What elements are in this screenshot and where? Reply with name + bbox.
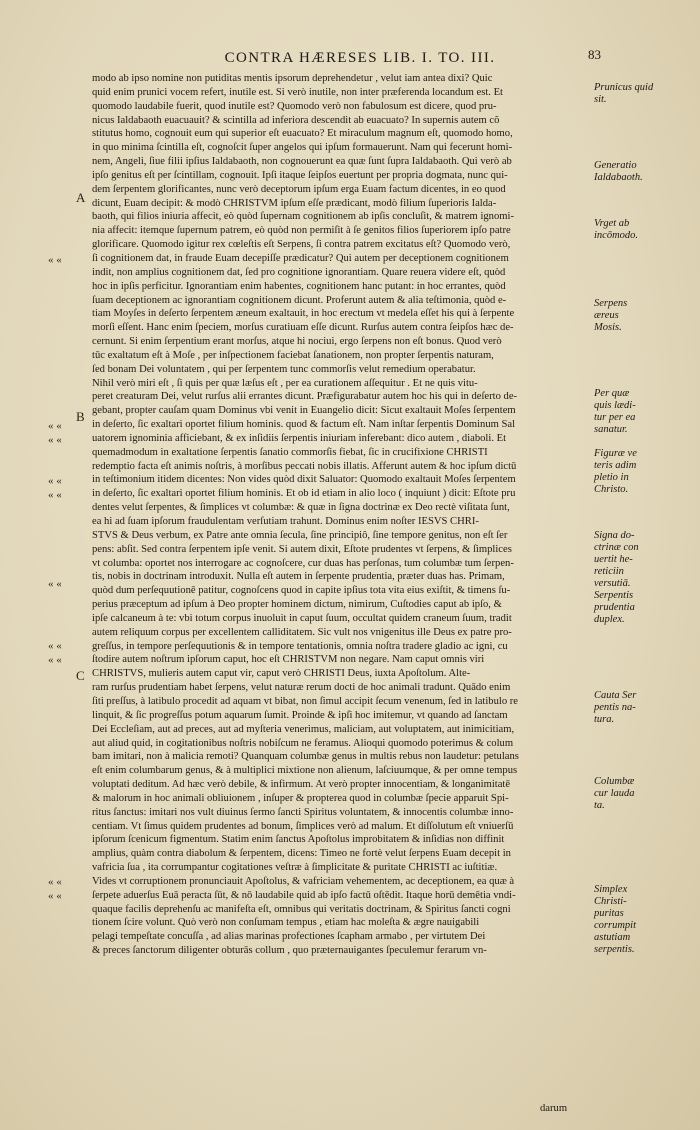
text-line: & preces ſanctorum diligenter obturās collum , quo præternauigantes ſpeculemur ferarum vn- [92, 945, 487, 957]
text-line: centiam. Vt ſimus quidem prudentes ad bonum, ſimplices verò ad malum. Et diſſolutum eſt vniuerſū [92, 820, 514, 832]
text-line: pens: abſit. Sed contra ſerpentem ipſe venit. Si autem dixit, Eſtote prudentes vt ſerpens, & ſimplices [92, 543, 512, 555]
quote-mark: « « [48, 254, 62, 266]
text-line: dicunt, Euam decipit: & modò CHRISTVM ipſum eſſe prædicant, modò filium ſuperioris Ialda- [92, 197, 497, 209]
text-line: nem, Angeli, ſiue filii ipſius Ialdabaoth, non cognouerunt ea quæ ſunt ſupra Ialdabaoth. Qui verò ab [92, 156, 512, 168]
margin-note: Serpens æreus Mosis. [594, 298, 628, 333]
text-line: eſt enim columbarum genus, & à multiplici mixtione non alienum, laſciuumque, & per omne tempus [92, 765, 518, 777]
text-line: ſed bonam Dei voluntatem , qui per ſerpentem tunc commorſis velut remedium operabatur. [92, 363, 476, 375]
text-line: ea hi ad ſuam ipſorum fraudulentam verſutiam trahunt. Dominus enim noſter IESVS CHRI- [92, 516, 479, 527]
text-line: tionem ſcire volunt. Quò verò non conſumam tempus , etiam hac moleſta & ægre nauigabili [92, 917, 480, 929]
body-text [92, 72, 592, 958]
text-line: in deſerto, ſic exaltari oportet filium hominis. Et ob id etiam in alio loco ( inquiunt ) dicit: Eſtote pru [92, 488, 516, 500]
page-number: 83 [588, 47, 601, 62]
margin-note: Figuræ ve teris adim pletio in Christo. [594, 448, 637, 495]
text-line: bam imitari, non à malicia remoti? Quanquam columbæ genus in multis rebus non laudetur: petulans [92, 751, 519, 763]
text-line: nia affecit: itemque ſupernum patrem, eò quòd non permiſit à ſe genitos filios ſuperiorem ipſo patre [92, 225, 511, 237]
margin-note: Generatio Ialdabaoth. [594, 160, 643, 183]
section-letter-a: A [76, 190, 86, 205]
text-line: cernunt. Si enim ſerpentium erant morſus, atque hi nociui, ergo ſerpens non eſt bonus. Quod verò [92, 336, 502, 348]
text-line: modo ab ipso nomine non putiditas mentis ipsorum deprehendetur , velut iam antea dixi? Quic [92, 73, 493, 84]
text-line: amplius, quàm contra diabolum & ſerpentem, dicens: Timeo ne fortè velut ſerpens Euam decepit in [92, 848, 511, 860]
text-line: ſiti preſſus, à latibulo procedit ad aquam vt bibat, non ſimul accipit ſecum venenum, ſed in latibulo re [92, 695, 518, 707]
quote-mark: « « [48, 578, 62, 590]
margin-note: Simplex Christi-puritas corrumpit astutiam serpentis. [594, 884, 636, 955]
text-line: Vides vt corruptionem pronunciauit Apoſtolus, & vafriciam vehementem, ac deceptionem, ea quæ à [92, 875, 515, 887]
text-line: ſi cognitionem dat, in fraude Euam decepiſſe prædicatur? Qui autem per deceptionem cognitionem [92, 252, 509, 264]
text-line: ſtodire autem noſtrum ipſorum caput, hoc eſt CHRISTVM non negare. Nam caput omnis viri [92, 654, 485, 666]
text-line: stitutus homo, cognouit eum qui superior eſt euacuato? Et miraculum magnum eſt, quomodo homo, [92, 128, 513, 140]
quote-mark: « « [48, 654, 62, 666]
text-line: & malorum in hoc animali obliuionem , inſuper & propterea quod in columbæ ſpecie apparuit Spi- [92, 792, 509, 804]
text-line: ritus ſanctus: imitari nos vult diuinus ſermo ſancti Spiritus voluntatem, & innocentis columbæ inno- [92, 806, 514, 818]
margin-note: Serpentis prudentia duplex. [594, 590, 635, 625]
text-line: tis, nobis in doctrinam introduxit. Nulla eſt autem in ſerpente prudentia, præter duas has. Primam, [92, 571, 505, 583]
quote-mark: « « [48, 420, 62, 432]
text-line: linquit, & ſic progreſſus potum aquarum ſumit. Proinde & ipſi hoc imitemur, vt quando ad ſanctam [92, 709, 508, 721]
text-line: ipſorum ſcenicum figmentum. Statim enim ſanctus Apoſtolus improbitatem & inſidias non diffinit [92, 834, 505, 846]
text-line: Dei Eccleſiam, aut ad preces, aut ad myſteria venerimus, maliciam, aut voluptatem, aut inimicitiam, [92, 723, 515, 735]
text-line: quaque facilis deprehenſu ac manifeſta eſt, omnibus qui veritatis doctrinam, & Spiritus ſancti cogni [92, 903, 511, 915]
quote-mark: « « [48, 876, 62, 888]
text-line: Nihil verò miri eſt , ſi quis per quæ læſus eſt , per ea curationem aſſequitur . Et ne quis vitu- [92, 377, 478, 389]
quote-mark: « « [48, 475, 62, 487]
text-line: glorificare. Quomodo igitur rex cœleſtis eſt Serpens, ſi contra patrem excitatus eſt? Quomodo verò, [92, 239, 511, 251]
quote-mark: « « [48, 890, 62, 902]
margin-note: Vrget ab incōmodo. [594, 218, 639, 241]
text-line: ram rurſus prudentiam habet ſerpens, velut naturæ rerum docti de hoc animali tradunt. Quādo enim [92, 682, 511, 694]
quote-mark: « « [48, 489, 62, 501]
text-line: morſi eſſent. Hanc enim ſpeciem, morſus curatiuam eſſe dicunt. Rurſus autem contra ſeipſos hæc de- [92, 322, 514, 334]
text-line: uatorem ignominia afficiebant, & ex inſidiis ſerpentis iniuriam inferebant: dico autem , diaboli. Et [92, 432, 507, 444]
running-title: CONTRA HÆRESES LIB. I. TO. III. [224, 50, 496, 66]
text-line: voluptati deditum. Ad hæc verò debile, & infirmum. At verò propter innocentiam, & longanimitatē [92, 779, 511, 791]
text-line: autem reliquum corpus per excellentem calliditatem. Sic vult nos vnigenitus ille Deus ex patre pro- [92, 626, 512, 638]
text-line: ipſo genitus eſt per ſcintillam, cognouit. Ipſi itaque ſeipſos euertunt per propria dogmata, nunc qui- [92, 169, 508, 181]
text-line: baoth, qui filios iniuria affecit, eò quòd ſupernam cognitionem ab ipſis concluſit, & matrem ignomi- [92, 211, 514, 223]
text-line: tiam Moyſes in deſerto ſerpentem æneum exaltauit, in hoc erectum vt medela eſſet his qui à ſerpente [92, 308, 515, 320]
text-line: nicus Ialdabaoth euacuauit? & scintilla ad inferiora descendit ab euacuato? In supernis autem cõ [92, 114, 500, 126]
text-line: quid enim prunici vocem refert, inutile est. Si verò inutile, non inter præferenda locandum est. Et [92, 86, 503, 98]
text-line: gebant, propter cauſam quam Dominus vbi venit in Euangelio dicit: Sicut exaltauit Moſes ſerpentem [92, 405, 516, 417]
text-line: greſſus, in tempore perſequutionis & in tempore tentationis, omnia noſtra tradere gladio ac igni, cu [92, 640, 508, 652]
text-line: in teſtimonium itidem dicentes: Non vides quòd dixit Saluator: Quomodo exaltauit Moſes ſerpentem [92, 474, 516, 486]
text-line: peret creaturam Dei, velut rurſus alii errantes dicunt. Præfigurabatur autem hoc his qui in deſerto de- [92, 391, 518, 403]
quote-mark: « « [48, 640, 62, 652]
text-line: quòd dum perſequutionē patitur, cognoſcens quod in capite ipſius tota vita eius exiſtit, & timens ſu- [92, 585, 511, 597]
text-line: STVS & Deus verbum, ex Patre ante omnia ſecula, ſine principiô, ſine tempore genitus, non eſt ſer [92, 529, 508, 541]
text-line: indit, non amplius cognitionem dat, ſed pro cognitione ignorantiam. Quare reuera videre eſt, quòd [92, 266, 506, 278]
text-line: vt columba: oportet nos interrogare ac cognoſcere, cur duas has perſonas, tum columbæ tum ſerpen- [92, 557, 514, 569]
text-line: hoc in ipſis perficitur. Ignorantiam enim habentes, cognitionem hanc putant: in hoc errantes, quòd [92, 280, 506, 292]
text-line: perius præceptum ad ipſum à Deo propter hominem dictum, nimirum, Cuſtodies caput ab ipſo, & [92, 599, 502, 611]
text-line: ſerpete aduerſus Euā peracta ſūt, & nō laudabile quid ab ipſo factū oſtēdit. Itaque horū demētia vndi- [92, 889, 516, 901]
section-letter-b: B [76, 409, 85, 424]
text-line: in quo minima ſcintilla eſt, cognoſcit ſuper angelos qui ipſum formauerunt. Nam qui fecerunt homi- [92, 142, 513, 154]
quote-mark: « « [48, 434, 62, 446]
text-line: pelagi tempeſtate concuſſa , ad alias marinas profectiones ſcapham armabo , per virtutem Dei [92, 931, 486, 943]
text-line: aut aliud quid, in cogitationibus noſtris nobiſcum ne feramus. Alioqui quomodo poterimus & colum [92, 737, 514, 749]
catchword: darum [540, 1103, 568, 1114]
text-line: in deſerto, ſic exaltari oportet filium hominis. quod & factum eſt. Nam inſtar ſerpentis Dominum Sal [92, 419, 516, 431]
section-letter-c: C [76, 668, 85, 683]
text-line: ſuam deceptionem ac ignorantiam cognitionem dicunt. Proferunt autem & alia teſtimonia, quòd e- [92, 294, 507, 306]
text-line: CHRISTVS, mulieris autem caput vir, caput verò CHRISTI Deus, iuxta Apoſtolum. Alte- [92, 668, 471, 680]
text-line: quomodo laudabile fuerit, quod inutile est? Quomodo verò non fabulosum est dicere, quod pru- [92, 100, 497, 112]
text-line: redemptio facta eſt animis noſtris, à morſibus peccati nobis illatis. Afferunt autem & hoc ipſum dictū [92, 460, 517, 472]
text-line: tūc exaltatum eſt à Moſe , per inſpectionem faciebat ſanationem, non propter ſerpentis naturam, [92, 349, 494, 361]
margin-note: Cauta Ser pentis na-tura. [594, 690, 637, 725]
margin-note: Prunicus quid sit. [594, 82, 654, 105]
text-line: dem ſerpentem glorificantes, nunc verò deceptorum ipſum erga Euam factum dicentes, in eo quod [92, 183, 506, 195]
text-line: vafricia ſua , ita corrumpantur cogitationes veſtræ à ſimplicitate & puritate CHRISTI ac iuſtitiæ. [92, 862, 498, 874]
text-line: ipſe calcaneum à te: vbi totum corpus inuoluit in caput ſuum, occultat quidem craneum ſuum, tradit [92, 612, 512, 624]
text-line: quemadmodum in exaltatione ſerpentis ſanatio commorſis fiebat, ſic in crucifixione CHRISTI [92, 446, 488, 458]
margin-note: Signa do-ctrinæ con uertit he-reticiin versutiā. [594, 530, 639, 589]
text-line: dentes velut ſerpentes, & ſimplices vt columbæ: & quæ in ſigna doctrinæ ex Deo rectè viſitata ſunt, [92, 502, 510, 514]
margin-note: Per quæ quis lædi-tur per ea sanatur. [594, 388, 636, 435]
margin-note: Columbæ cur lauda ta. [594, 776, 635, 811]
